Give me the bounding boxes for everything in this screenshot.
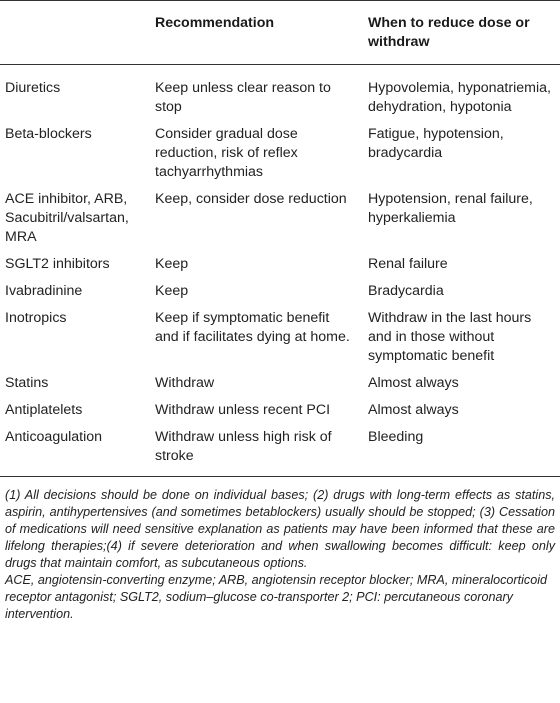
cell-recommendation: Withdraw unless recent PCI: [155, 402, 331, 418]
cell-when: Bradycardia: [368, 283, 444, 299]
cell-drug: Inotropics: [5, 310, 67, 326]
footnote-abbreviations: ACE, angiotensin-converting enzyme; ARB, angiotensin receptor blocker; MRA, mineralocorticoid receptor antagonist; SGLT2, sodium–glucose co-transporter 2; PCI: percutaneous coronary intervention.: [5, 573, 548, 621]
cell-recommendation: Keep: [155, 256, 189, 272]
footnote-decisions: (1) All decisions should be done on individual bases; (2) drugs with long-term effects as statins, aspirin, antihypertensives (and sometimes betablockers) usually should be stopped; (3) Cessation of medications will need sensitive explanation as patients may have been informed that these are lifelong therapies;(4) if severe deterioration and when swallowing becomes difficult: keep only drugs that maintain comfort, as subcutaneous options.: [5, 488, 555, 570]
table-row: [0, 305, 560, 370]
cell-when: Renal failure: [368, 256, 448, 272]
table-row: [0, 186, 560, 251]
cell-recommendation: Withdraw: [155, 375, 215, 391]
cell-recommendation: Keep, consider dose reduction: [155, 191, 347, 207]
table-row: [0, 251, 560, 278]
table-row: [0, 65, 560, 122]
table-body: [0, 65, 560, 477]
cell-when: Withdraw in the last hours and in those without symptomatic benefit: [368, 310, 532, 364]
cell-when: Fatigue, hypotension, bradycardia: [368, 126, 504, 161]
cell-drug: Beta-blockers: [5, 126, 92, 142]
table-row: [0, 278, 560, 305]
table-footnotes: [0, 477, 560, 623]
table-row: [0, 397, 560, 424]
cell-when: Hypovolemia, hyponatriemia, dehydration, hypotonia: [368, 80, 551, 115]
header-row: [0, 1, 560, 65]
cell-recommendation: Keep: [155, 283, 189, 299]
cell-when: Hypotension, renal failure, hyperkaliemia: [368, 191, 533, 226]
table-row: [0, 121, 560, 186]
cell-drug: Diuretics: [5, 80, 61, 96]
cell-drug: SGLT2 inhibitors: [5, 256, 110, 272]
cell-recommendation: Consider gradual dose reduction, risk of reflex tachyarrhythmias: [155, 126, 298, 180]
cell-recommendation: Withdraw unless high risk of stroke: [155, 429, 332, 464]
table-header: [0, 1, 560, 65]
header-drug: [0, 1, 149, 65]
header-when-to-reduce: When to reduce dose or withdraw: [368, 15, 530, 50]
cell-drug: ACE inhibitor, ARB, Sacubitril/valsartan, MRA: [5, 191, 129, 245]
cell-when: Almost always: [368, 375, 459, 391]
cell-recommendation: Keep unless clear reason to stop: [155, 80, 331, 115]
cell-drug: Anticoagulation: [5, 429, 103, 445]
cell-drug: Antiplatelets: [5, 402, 83, 418]
cell-when: Bleeding: [368, 429, 424, 445]
table-row: [0, 424, 560, 477]
cell-when: Almost always: [368, 402, 459, 418]
cell-recommendation: Keep if symptomatic benefit and if facilitates dying at home.: [155, 310, 350, 345]
cell-drug: Statins: [5, 375, 49, 391]
cell-drug: Ivabradinine: [5, 283, 83, 299]
table-row: [0, 370, 560, 397]
header-recommendation: Recommendation: [155, 15, 275, 31]
